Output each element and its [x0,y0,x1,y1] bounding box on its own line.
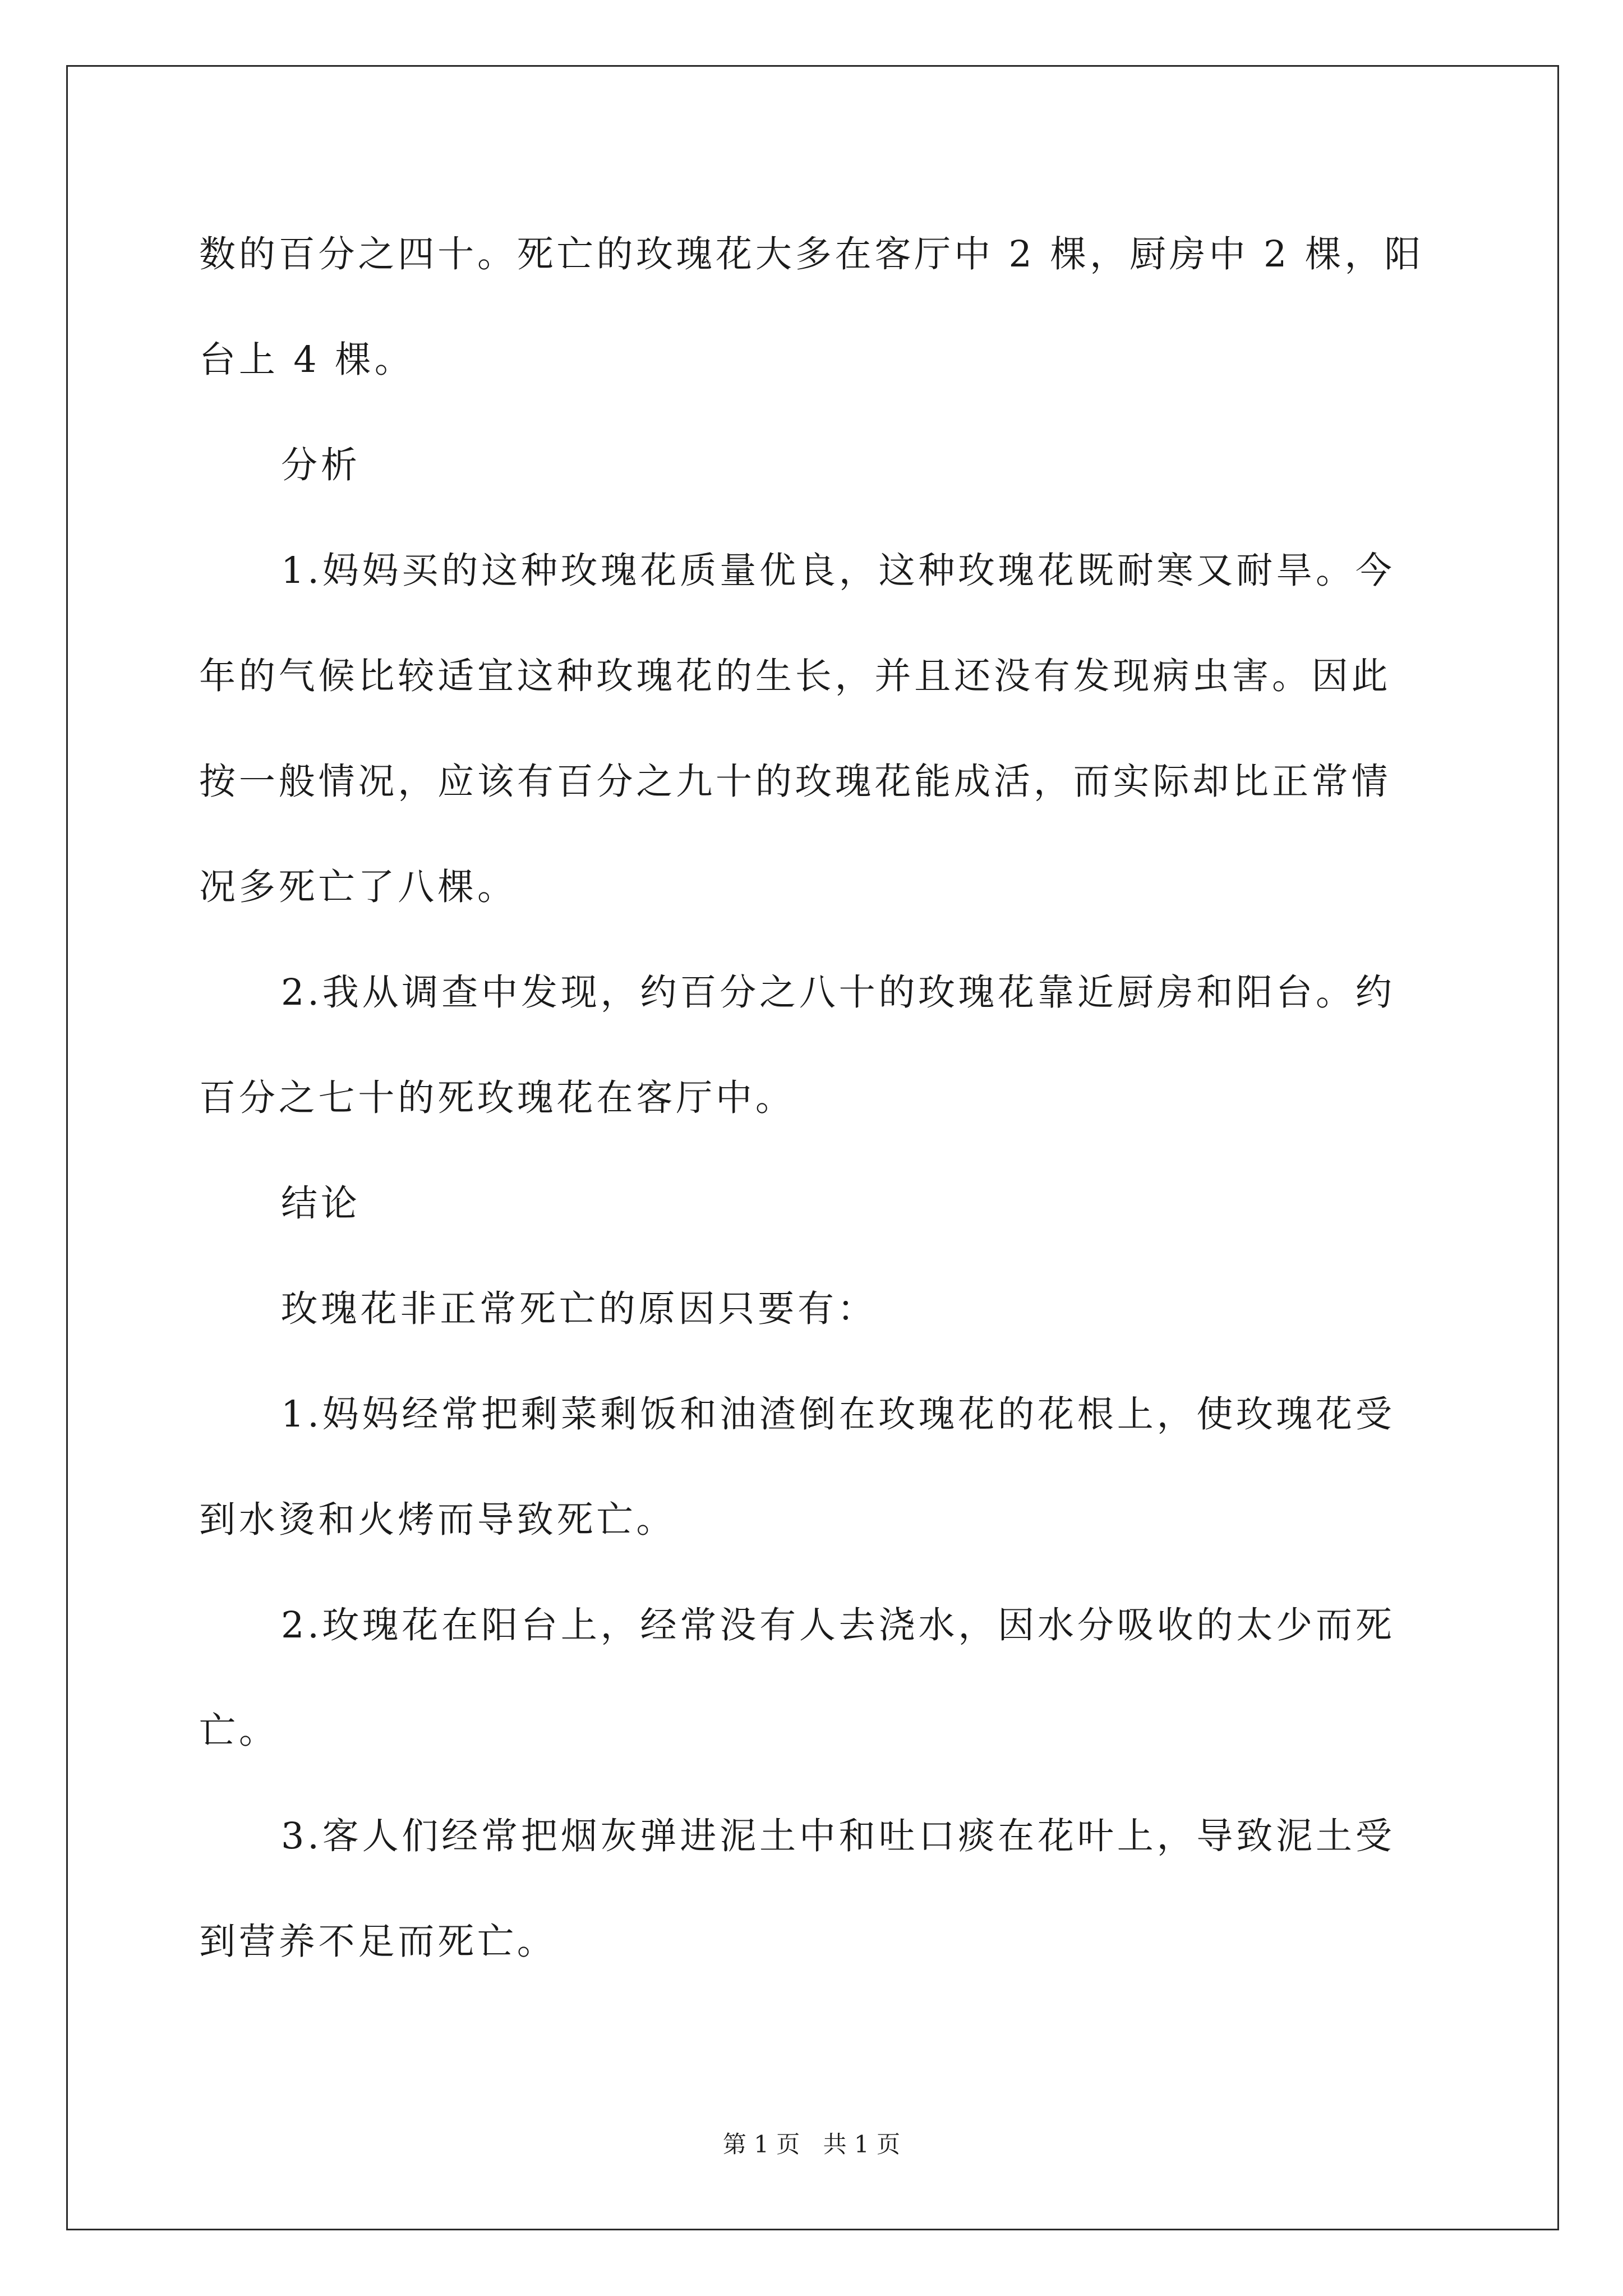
text-line: 数的百分之四十。死亡的玫瑰花大多在客厅中 2 棵，厨房中 2 棵，阳 [199,233,1424,275]
text-line: 到水烫和火烤而导致死亡。 [199,1499,676,1541]
text-line: 3.客人们经常把烟灰弹进泥土中和吐口痰在花叶上，导致泥土受 [281,1815,1395,1857]
text-line: 亡。 [199,1710,279,1752]
text-line: 玫瑰花非正常死亡的原因只要有： [281,1288,877,1330]
text-line: 百分之七十的死玫瑰花在客厅中。 [199,1077,795,1119]
text-line: 年的气候比较适宜这种玫瑰花的生长，并且还没有发现病虫害。因此 [199,655,1391,697]
paragraph-conclusion-3 [199,1784,1427,1995]
page-number: 第 1 页 [722,2131,800,2158]
text-line: 1.妈妈经常把剩菜剩饭和油渣倒在玫瑰花的花根上，使玫瑰花受 [281,1393,1395,1435]
page-footer [0,2126,1623,2160]
text-line: 2.我从调查中发现，约百分之八十的玫瑰花靠近厨房和阳台。约 [281,972,1395,1014]
heading-text: 分析 [281,444,361,486]
text-line: 况多死亡了八棵。 [199,866,517,908]
text-line: 到营养不足而死亡。 [199,1921,557,1963]
document-body [199,202,1427,1995]
paragraph-analysis-2 [199,940,1427,1151]
text-line: 2.玫瑰花在阳台上，经常没有人去浇水，因水分吸收的太少而死 [281,1604,1395,1646]
page-total: 共 1 页 [823,2131,901,2158]
paragraph-continuation [199,202,1427,413]
paragraph-conclusion-intro [199,1257,1427,1362]
section-heading-conclusion [199,1151,1427,1257]
paragraph-conclusion-2 [199,1573,1427,1784]
paragraph-conclusion-1 [199,1362,1427,1573]
paragraph-analysis-1 [199,518,1427,940]
text-line: 台上 4 棵。 [199,339,414,381]
text-line: 1.妈妈买的这种玫瑰花质量优良，这种玫瑰花既耐寒又耐旱。今 [281,550,1395,592]
section-heading-analysis [199,413,1427,518]
heading-text: 结论 [281,1182,361,1225]
text-line: 按一般情况，应该有百分之九十的玫瑰花能成活，而实际却比正常情 [199,761,1391,803]
